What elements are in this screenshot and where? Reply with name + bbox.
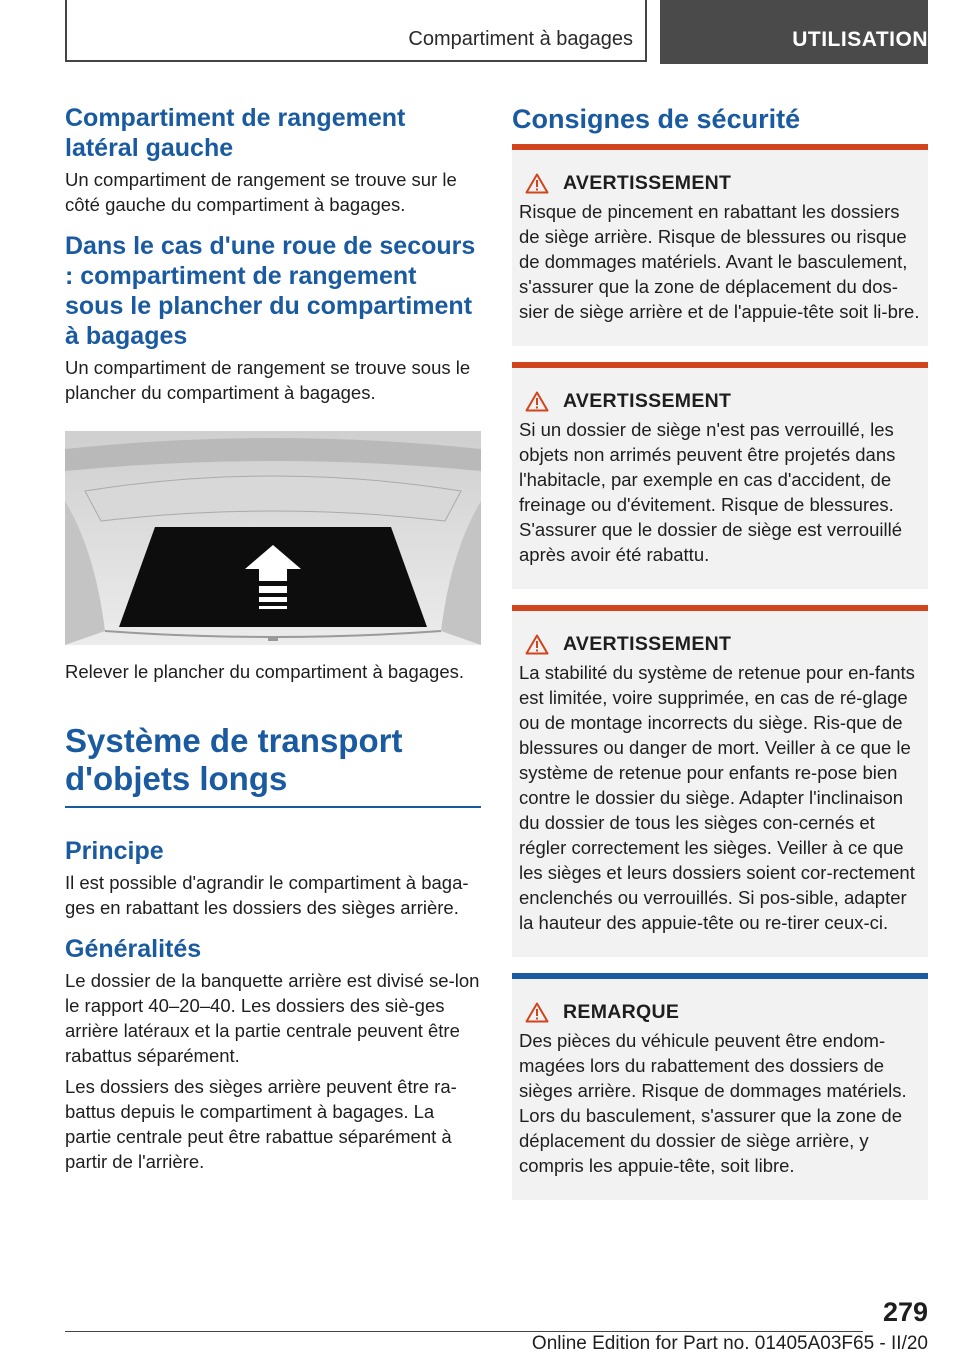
paragraph-general-1: Le dossier de la banquette arrière est divisé se-lon le rapport 40–20–40. Les dossiers des siè-ges arrière latéraux et la partie centrale peuvent être rabattus séparément. xyxy=(65,970,480,1066)
figure-caption: Relever le plancher du compartiment à bagages. xyxy=(65,661,465,682)
warning-triangle-icon xyxy=(525,634,549,655)
page-header xyxy=(65,0,928,66)
section-title-safety: Consignes de sécurité xyxy=(512,104,801,134)
trunk-latch xyxy=(268,637,278,641)
edition-note: Online Edition for Part no. 01405A03F65 - II/20 xyxy=(531,1333,928,1354)
header-section-title: Compartiment à bagages xyxy=(408,28,633,50)
paragraph-spare-wheel-storage: Un compartiment de rangement se trouve sous le plancher du compartiment à bagages. xyxy=(65,357,471,403)
warning-text: Risque de pincement en rabattant les dossiers de siège arrière. Risque de blessures ou risque de dommages matériels. Avant le basculement, s'assurer que la zone de déplacement du dos-sier de siège arrière et de l'appuie-tête soit li-bre. xyxy=(519,201,920,322)
footer-rule xyxy=(65,1331,863,1332)
notice-triangle-icon xyxy=(525,1002,549,1023)
warning-box-title xyxy=(525,633,920,656)
notice-box-title xyxy=(525,1001,920,1024)
arrow-bar-3 xyxy=(259,606,287,609)
warning-box-title xyxy=(525,172,920,195)
warning-text: La stabilité du système de retenue pour en-fants est limitée, voire supprimée, en cas de ré-glage ou de montage incorrects du siège. Ris-que de blessures ou danger de mort. Veiller à ce que le système de retenue pour enfants re-pose bien contre le dossier du siège. Adapter l'inclinaison du dossier de tous les sièges con-cernés et régler correctement les sièges. Veiller à ce que les sièges et leurs dossiers soient cor-rectement enclenchés ou verrouillés. Si pos-sible, adapter la hauteur des appuie-tête ou re-tirer ceux-ci. xyxy=(519,662,915,933)
warning-triangle-icon xyxy=(525,391,549,412)
left-column xyxy=(65,103,481,1174)
header-section-tab xyxy=(65,0,647,62)
notice-text: Des pièces du véhicule peuvent être endom-magées lors du rabattement des dossiers de sièges arrière. Risque de dommages matériels. Lors du basculement, s'assurer que la zone de déplacement du dossier de siège arrière, y compris les appuie-tête, soit libre. xyxy=(519,1030,907,1176)
header-chapter-tab xyxy=(660,0,928,64)
section-title-spare-wheel-storage: Dans le cas d'une roue de secours : compartiment de rangement sous le plancher du compartiment à bagages xyxy=(65,232,476,350)
arrow-bar-2 xyxy=(259,597,287,602)
warning-triangle-icon xyxy=(525,173,549,194)
right-column xyxy=(512,103,928,1200)
warning-box-3 xyxy=(512,605,928,957)
warning-box-1 xyxy=(512,144,928,346)
warning-label: AVERTISSEMENT xyxy=(563,633,732,655)
luggage-floor-illustration xyxy=(65,431,481,645)
section-title-principle: Principe xyxy=(65,837,164,865)
section-title-left-storage: Compartiment de rangement latéral gauche xyxy=(65,104,406,162)
warning-box-title xyxy=(525,390,920,413)
page-number: 279 xyxy=(882,1297,928,1327)
section-title-general: Généralités xyxy=(65,935,202,963)
notice-label: REMARQUE xyxy=(563,1001,680,1023)
warning-box-2 xyxy=(512,362,928,589)
header-chapter-title: UTILISATION xyxy=(792,28,928,51)
warning-label: AVERTISSEMENT xyxy=(563,172,732,194)
warning-label: AVERTISSEMENT xyxy=(563,390,732,412)
warning-text: Si un dossier de siège n'est pas verrouillé, les objets non arrimés peuvent être projetés dans l'habitacle, par exemple en cas d'accident, de freinage ou d'évitement. Risque de blessures. S'assurer que le dossier de siège est verrouillé après avoir été rabattu. xyxy=(519,419,902,565)
arrow-bar-1 xyxy=(259,586,287,593)
notice-box xyxy=(512,973,928,1200)
paragraph-general-2: Les dossiers des sièges arrière peuvent être ra-battus depuis le compartiment à bagages. La partie centrale peut être rabattue séparément à partir de l'arrière. xyxy=(65,1076,457,1172)
paragraph-principle: Il est possible d'agrandir le compartiment à baga-ges en rabattant les dossiers des sièges arrière. xyxy=(65,872,469,918)
chapter-title-long-objects: Système de transport d'objets longs xyxy=(65,722,403,797)
trunk-illustration-svg xyxy=(65,431,481,645)
paragraph-left-storage: Un compartiment de rangement se trouve sur le côté gauche du compartiment à bagages. xyxy=(65,169,457,215)
